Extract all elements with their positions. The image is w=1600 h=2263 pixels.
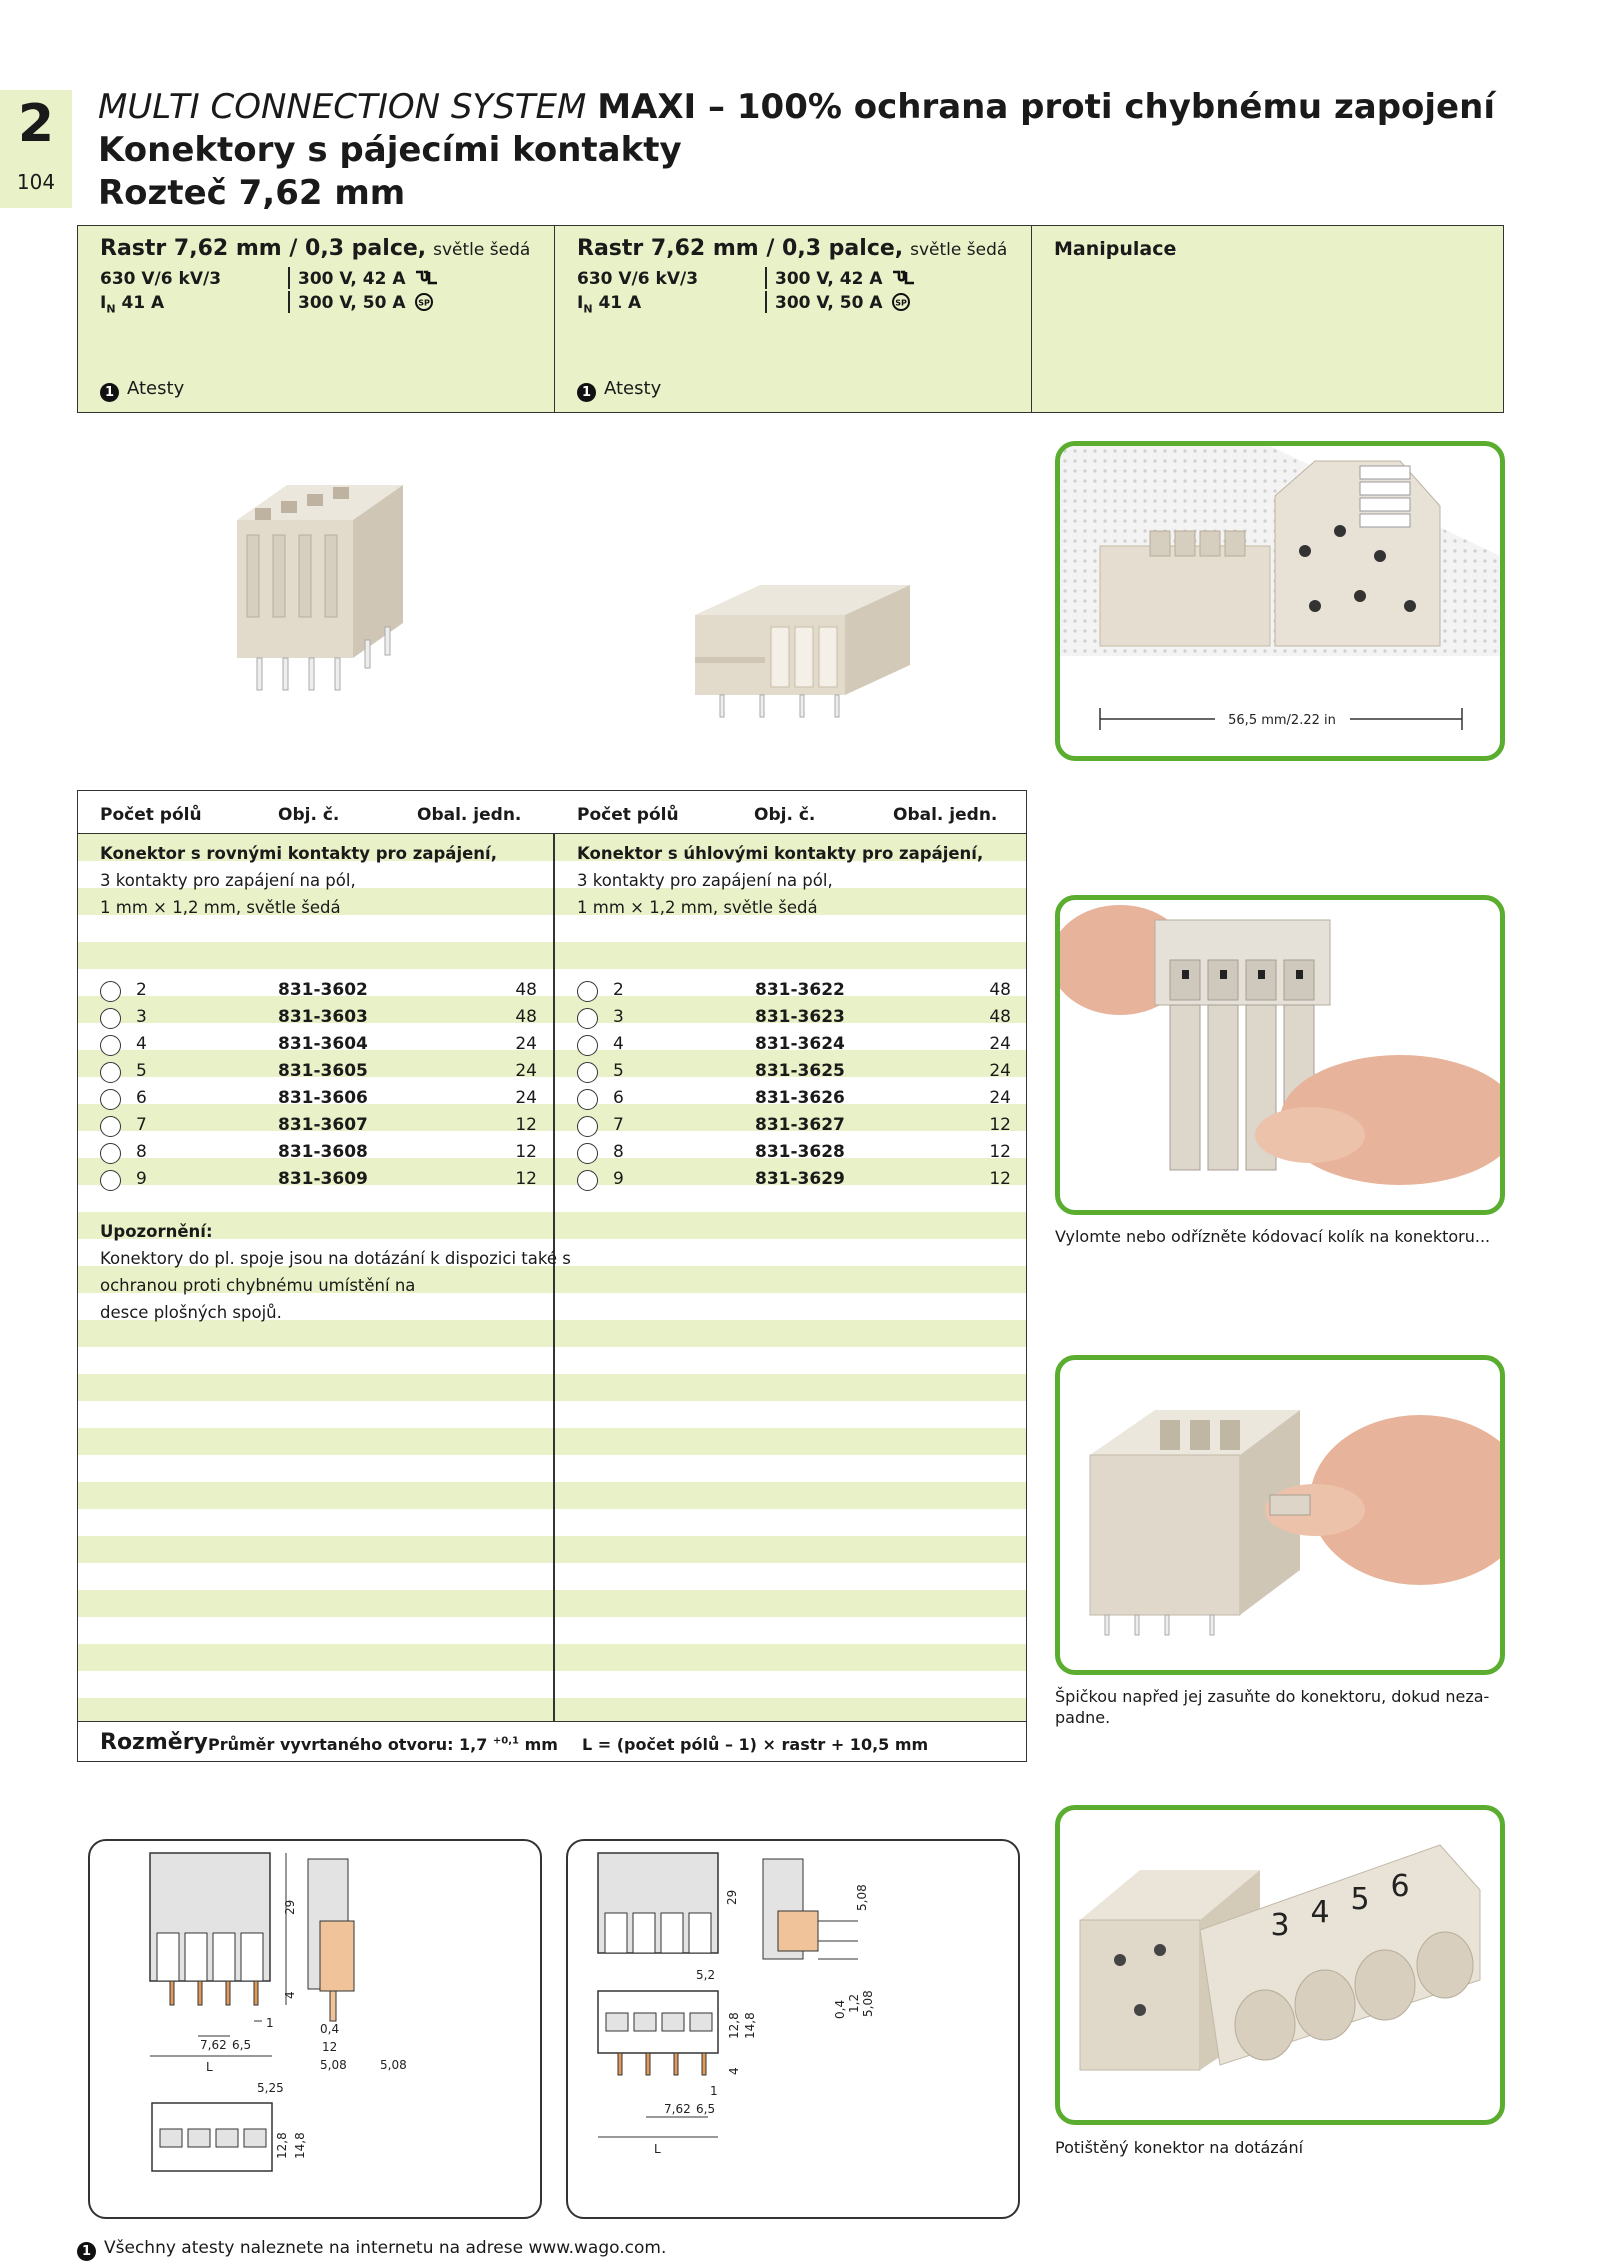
ul-recognized-icon: [892, 270, 916, 286]
dim-1: 1: [266, 2016, 274, 2030]
section-number: 2: [17, 94, 55, 154]
select-circle[interactable]: [577, 981, 598, 1002]
dim-L: L: [654, 2142, 661, 2156]
dim-0-4: 0,4: [833, 1999, 847, 2019]
insert-pin-illustration: [1060, 1360, 1500, 1670]
angled-header-photo: [680, 575, 930, 735]
product-desc: 1 mm × 1,2 mm, světle šedá: [100, 898, 341, 917]
dim-5-25: 5,25: [257, 2081, 284, 2095]
dim-12-8: 12,8: [275, 2132, 289, 2159]
approvals-note: 1 Atesty: [577, 378, 661, 402]
dim-5-08: 5,08: [320, 2058, 347, 2072]
select-circle[interactable]: [100, 1170, 121, 1191]
dimensions-label: Rozměry: [100, 1730, 208, 1755]
table-row[interactable]: 3 831-3623 48: [577, 1004, 1011, 1031]
caption-printed-connector: Potištěný konektor na dotázání: [1055, 2138, 1304, 2157]
select-circle[interactable]: [100, 1116, 121, 1137]
select-circle[interactable]: [100, 1062, 121, 1083]
header-poles: Počet pólů: [100, 805, 202, 825]
table-row[interactable]: 9 831-3629 12: [577, 1166, 1011, 1193]
width-dimension-label: 56,5 mm/2.22 in: [1228, 713, 1336, 728]
dim-1: 1: [710, 2084, 718, 2098]
straight-header-photo: [225, 465, 455, 715]
dimension-drawing-straight: [88, 1839, 542, 2219]
title-series: MULTI CONNECTION SYSTEM: [98, 87, 587, 127]
spec-header: [77, 225, 1504, 413]
handling-photo-pcb: [1055, 441, 1505, 761]
select-circle[interactable]: [100, 1035, 121, 1056]
spec-column-straight: [78, 226, 555, 412]
title-emphasis: MAXI – 100% ochrana proti chybnému zapojení: [597, 87, 1495, 127]
section-tab: [0, 90, 72, 208]
break-pin-illustration: [1060, 900, 1500, 1210]
table-row[interactable]: 5 831-3605 24: [100, 1058, 537, 1085]
select-circle[interactable]: [577, 1170, 598, 1191]
select-circle[interactable]: [577, 1143, 598, 1164]
select-circle[interactable]: [577, 1008, 598, 1029]
table-row[interactable]: 5 831-3625 24: [577, 1058, 1011, 1085]
spec-current-row: $I_N$ 41 A 300 V, 50 A SP: [100, 293, 164, 315]
printed-digit: 6: [1390, 1869, 1410, 1904]
table-row[interactable]: 2 831-3602 48: [100, 977, 537, 1004]
dim-0-4: 0,4: [320, 2022, 340, 2036]
handling-photo-insert-pin: [1055, 1355, 1505, 1675]
spec-rating-row: 630 V/6 kV/3 300 V, 42 A: [577, 269, 698, 289]
handling-heading: Manipulace: [1054, 238, 1177, 260]
page-number: 104: [16, 170, 56, 194]
dim-12-8: 12,8: [727, 2012, 741, 2039]
table-row[interactable]: 2 831-3622 48: [577, 977, 1011, 1004]
select-circle[interactable]: [100, 1089, 121, 1110]
spec-heading: Rastr 7,62 mm / 0,3 palce, světle šedá: [100, 236, 531, 261]
table-row[interactable]: 7 831-3627 12: [577, 1112, 1011, 1139]
product-desc: 3 kontakty pro zapájení na pól,: [100, 871, 356, 890]
select-circle[interactable]: [100, 1008, 121, 1029]
dim-6-5: 6,5: [696, 2102, 716, 2116]
ul-recognized-icon: [415, 270, 439, 286]
spec-rating-row: 630 V/6 kV/3 300 V, 42 A: [100, 269, 221, 289]
svg-text:SP: SP: [895, 298, 908, 308]
table-row[interactable]: 6 831-3626 24: [577, 1085, 1011, 1112]
order-table: [77, 790, 1027, 1762]
table-row[interactable]: 6 831-3606 24: [100, 1085, 537, 1112]
product-desc: 3 kontakty pro zapájení na pól,: [577, 871, 833, 890]
dim-L: L: [206, 2060, 213, 2074]
caption-insert-pin: Špičkou napřed jej zasuňte do konektoru, dokud neza- padne.: [1055, 1687, 1490, 1727]
dim-29: 29: [725, 1889, 739, 1905]
dim-14-8: 14,8: [743, 2012, 757, 2039]
dim-7-62: 7,62: [200, 2038, 227, 2052]
table-row[interactable]: 9 831-3609 12: [100, 1166, 537, 1193]
spec-column-angled: [555, 226, 1032, 412]
pcb-connector-illustration: [1060, 446, 1500, 756]
select-circle[interactable]: [577, 1062, 598, 1083]
handling-photo-printed-connector: [1055, 1805, 1505, 2125]
dim-6-5: 6,5: [232, 2038, 252, 2052]
spec-heading: Rastr 7,62 mm / 0,3 palce, světle šedá: [577, 236, 1008, 261]
svg-text:SP: SP: [418, 298, 431, 308]
product-title-angled: Konektor s úhlovými kontakty pro zapájení,: [577, 844, 984, 863]
table-row[interactable]: 3 831-3603 48: [100, 1004, 537, 1031]
dimension-drawing-angled: [566, 1839, 1020, 2219]
dim-14-8: 14,8: [293, 2132, 307, 2159]
table-row[interactable]: 8 831-3608 12: [100, 1139, 537, 1166]
spec-current-row: $I_N$ 41 A 300 V, 50 A SP: [577, 293, 641, 315]
product-desc: 1 mm × 1,2 mm, světle šedá: [577, 898, 818, 917]
title-line-3: Rozteč 7,62 mm: [98, 173, 406, 213]
table-row[interactable]: 4 831-3624 24: [577, 1031, 1011, 1058]
hole-diameter-label: Průměr vyvrtaného otvoru:: [208, 1735, 454, 1754]
note-text: desce plošných spojů.: [100, 1303, 282, 1322]
title-line-2: Konektory s pájecími kontakty: [98, 130, 682, 170]
dim-4: 4: [283, 1991, 297, 1999]
select-circle[interactable]: [100, 1143, 121, 1164]
header-article: Obj. č.: [754, 805, 816, 825]
spec-column-handling: [1032, 226, 1504, 412]
note-text: ochranou proti chybnému umístění na: [100, 1276, 416, 1295]
dim-5-2: 5,2: [696, 1968, 716, 1982]
select-circle[interactable]: [577, 1035, 598, 1056]
handling-photo-break-pin: [1055, 895, 1505, 1215]
dim-1-2: 1,2: [847, 1993, 861, 2013]
dim-7-62: 7,62: [664, 2102, 691, 2116]
printed-connector-illustration: [1060, 1810, 1500, 2120]
page-title: [98, 86, 1518, 215]
printed-digit: 3: [1270, 1908, 1290, 1943]
approvals-note: 1 Atesty: [100, 378, 184, 402]
select-circle[interactable]: [100, 981, 121, 1002]
title-line-1: [98, 86, 1518, 129]
csa-icon: [415, 293, 433, 311]
note-text: Konektory do pl. spoje jsou na dotázání k dispozici také s: [100, 1249, 571, 1268]
hole-diameter-value: 1,7 $^{+0,1}$ mm: [459, 1735, 558, 1754]
table-header: [78, 791, 1026, 834]
select-circle[interactable]: [577, 1116, 598, 1137]
header-pack: Obal. jedn.: [417, 805, 522, 825]
printed-digit: 5: [1350, 1882, 1370, 1917]
header-article: Obj. č.: [278, 805, 340, 825]
header-pack: Obal. jedn.: [893, 805, 998, 825]
length-formula: L = (počet pólů – 1) × rastr + 10,5 mm: [582, 1735, 929, 1754]
dim-5-08: 5,08: [855, 1884, 869, 1911]
printed-digit: 4: [1310, 1895, 1330, 1930]
select-circle[interactable]: [577, 1089, 598, 1110]
note-title: Upozornění:: [100, 1222, 213, 1241]
table-row[interactable]: 4 831-3604 24: [100, 1031, 537, 1058]
caption-break-pin: Vylomte nebo odřízněte kódovací kolík na konektoru...: [1055, 1227, 1491, 1246]
header-poles: Počet pólů: [577, 805, 679, 825]
footnote: 1 Všechny atesty naleznete na internetu na adrese www.wago.com.: [77, 2238, 666, 2261]
dim-12: 12: [322, 2040, 338, 2054]
dim-29: 29: [283, 1899, 297, 1915]
dim-5-08: 5,08: [861, 1990, 875, 2017]
table-row[interactable]: 8 831-3628 12: [577, 1139, 1011, 1166]
csa-icon: [892, 293, 910, 311]
product-title-straight: Konektor s rovnými kontakty pro zapájení,: [100, 844, 497, 863]
dim-4: 4: [727, 2067, 741, 2075]
table-row[interactable]: 7 831-3607 12: [100, 1112, 537, 1139]
dimensions-row: [78, 1721, 1026, 1761]
dim-5-08: 5,08: [380, 2058, 407, 2072]
